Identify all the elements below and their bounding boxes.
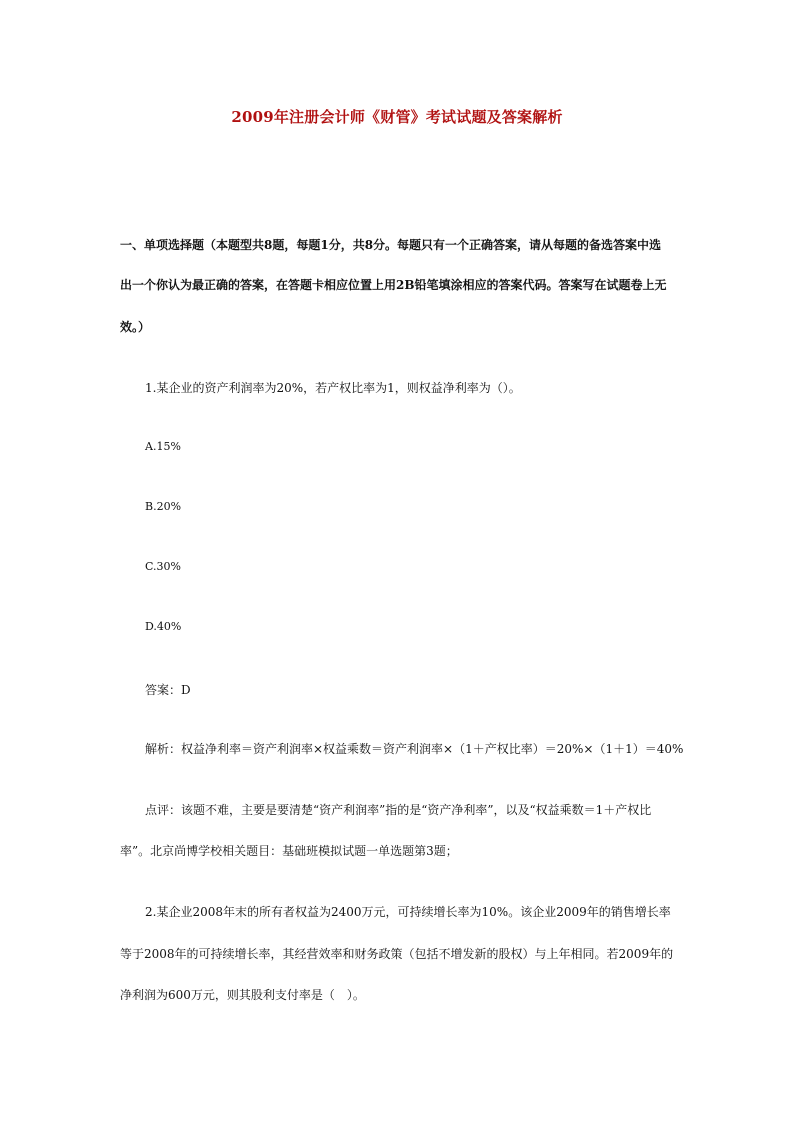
question-1-comment-line-2: 率”。北京尚博学校相关题目：基础班模拟试题一单选题第3题； (120, 844, 458, 858)
question-2-line-3: 净利润为600万元，则其股利支付率是（ ）。 (120, 988, 365, 1002)
section-instruction-line-2: 出一个你认为最正确的答案，在答题卡相应位置上用2B铅笔填涂相应的答案代码。答案写在试题卷上无 (120, 278, 667, 292)
question-1-option-d: D.40% (145, 620, 182, 633)
question-1-option-b: B.20% (145, 500, 182, 513)
question-1-analysis: 解析：权益净利率＝资产利润率×权益乘数＝资产利润率×（1＋产权比率）＝20%×（1＋1）＝40% (145, 742, 684, 756)
question-1-option-c: C.30% (145, 560, 181, 573)
question-1-answer: 答案：D (145, 683, 191, 697)
question-2-line-2: 等于2008年的可持续增长率，其经营效率和财务政策（包括不增发新的股权）与上年相同。若2009年的 (120, 947, 674, 961)
question-2-line-1: 2.某企业2008年末的所有者权益为2400万元，可持续增长率为10%。该企业2009年的销售增长率 (145, 905, 671, 919)
section-instruction-line-3: 效。） (120, 320, 151, 334)
section-instruction-line-1: 一、单项选择题（本题型共8题，每题1分，共8分。每题只有一个正确答案，请从每题的备选答案中选 (120, 238, 662, 252)
document-title: 2009年注册会计师《财管》考试试题及答案解析 (231, 108, 563, 126)
question-1-stem: 1.某企业的资产利润率为20%，若产权比率为1，则权益净利率为（）。 (145, 381, 521, 395)
question-1-option-a: A.15% (145, 440, 181, 453)
question-1-comment-line-1: 点评：该题不难，主要是要清楚“资产利润率”指的是“资产净利率”，以及“权益乘数＝1＋产权比 (145, 803, 652, 817)
